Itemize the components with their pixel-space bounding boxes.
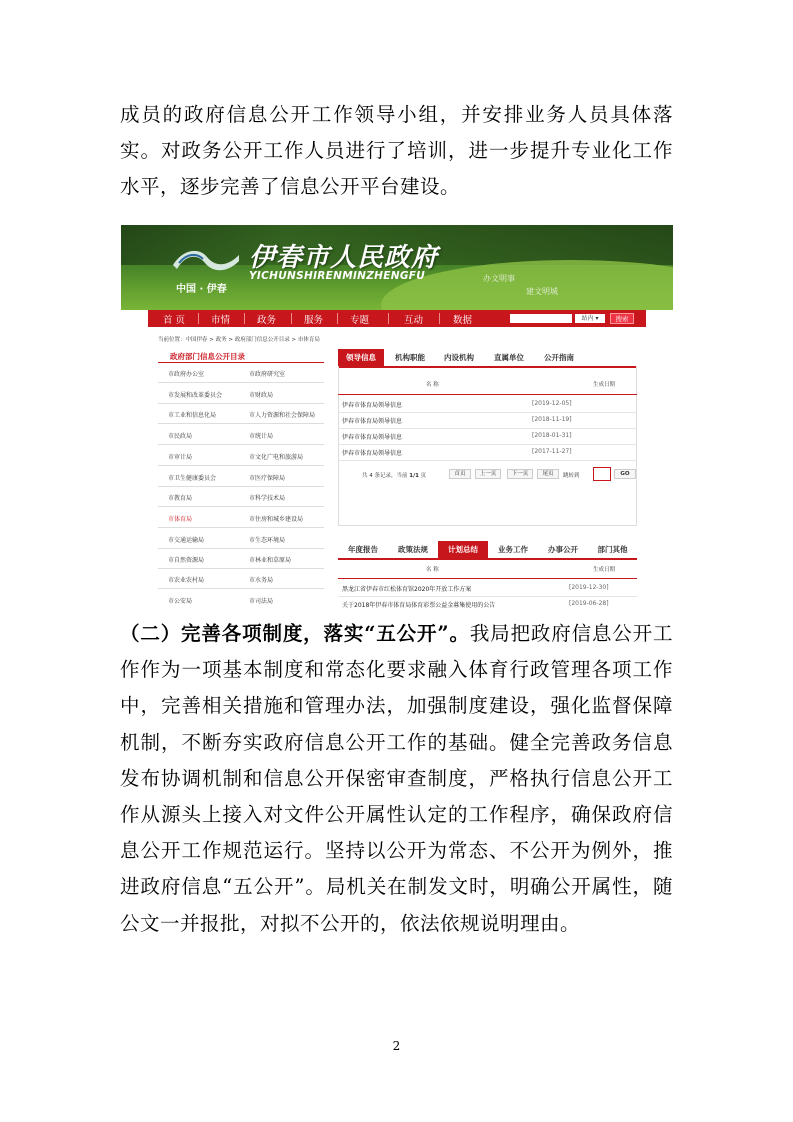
tab-affiliated-units[interactable]: 直属单位 [494, 353, 524, 362]
tab-leader-info[interactable]: 领导信息 [338, 349, 384, 366]
dept-link[interactable]: 市政府办公室 [168, 371, 205, 378]
section-body: 我局把政府信息公开工作作为一项基本制度和常态化要求融入体育行政管理各项工作中，完善相关措施和管理办法，加强制度建设，强化监督保障机制，不断夯实政府信息公开工作的基础。健全完善政务信息发布协调机制和信息公开保密审查制度，严格执行信息公开工作从源头上接入对文件公开属性认定的工作程序，确保政府信息公开工作规范运行。坚持以公开为常态、不公开为例外，推进政府信息“五公开”。局机关在制发文时，明确公开属性，随公文一并报批，对拟不公开的，依法依规说明理由。 [120, 622, 673, 935]
column-name-header: 名 称 [426, 382, 439, 388]
page-number: 2 [392, 1039, 401, 1053]
dept-link[interactable]: 市林业和草原局 [249, 557, 292, 564]
row-date: [2019-12-05] [532, 400, 572, 407]
dept-link[interactable]: 市民政局 [168, 433, 193, 440]
tab-plans-summaries[interactable]: 计划总结 [438, 541, 488, 558]
site-banner [121, 225, 673, 310]
pager-first-button[interactable]: 首页 [449, 469, 471, 479]
dept-link[interactable]: 市医疗保障局 [249, 475, 286, 482]
top-paragraph [120, 97, 673, 205]
dept-link[interactable]: 市科学技术局 [249, 495, 286, 502]
dept-link[interactable]: 市文化广电和旅游局 [249, 454, 304, 461]
tab-policies[interactable]: 政策法规 [398, 545, 428, 554]
pager-last-button[interactable]: 尾页 [537, 469, 559, 479]
row-date: [2019-06-28] [569, 600, 609, 607]
pager-summary: 共 4 条记录，当前 1/1 页 [362, 473, 427, 479]
pager-go-button[interactable]: GO [614, 469, 636, 479]
breadcrumb: 当前位置：中国伊春 > 政务 > 政府部门信息公开目录 > 市体育局 [158, 337, 320, 343]
pager-jump-input[interactable] [593, 467, 611, 481]
nav-data[interactable]: 数据 [453, 315, 473, 326]
table-row[interactable]: 伊春市体育局领导信息 [342, 418, 403, 425]
dept-link[interactable]: 市财政局 [249, 392, 274, 399]
row-date: [2018-01-31] [532, 432, 572, 439]
pager-prev-button[interactable]: 上一页 [475, 469, 501, 479]
dept-link[interactable]: 市发展和改革委员会 [168, 392, 223, 399]
site-title-en: YICHUNSHIRENMINZHENGFU [249, 270, 426, 282]
row-date: [2018-11-19] [532, 416, 572, 423]
dept-link[interactable]: 市生态环境局 [249, 537, 286, 544]
tab-dept-other[interactable]: 部门其他 [597, 545, 628, 554]
bottom-paragraph [120, 616, 673, 942]
column-date-header-2: 生成日期 [593, 567, 616, 573]
tab-internal-units[interactable]: 内设机构 [444, 353, 474, 362]
dept-link[interactable]: 市水务局 [249, 577, 274, 584]
search-button[interactable]: 搜索 [610, 313, 634, 324]
category-tabs [338, 541, 637, 560]
banner-link-civility-1[interactable]: 办文明事 [483, 274, 515, 283]
tab-affairs-public[interactable]: 办事公开 [548, 545, 578, 554]
search-input[interactable] [510, 314, 572, 323]
pager-next-button[interactable]: 下一页 [507, 469, 533, 479]
tab-public-guide[interactable]: 公开指南 [544, 353, 574, 362]
dept-link[interactable]: 市自然资源局 [168, 557, 205, 564]
table-row[interactable]: 黑龙江省伊春市红松体育馆2020年开放工作方案 [342, 586, 472, 593]
table-row[interactable]: 伊春市体育局领导信息 [342, 434, 403, 441]
pager-jump-label: 跳转到 [563, 473, 580, 479]
dept-link[interactable]: 市教育局 [168, 495, 193, 502]
nav-services[interactable]: 服务 [304, 315, 324, 326]
dept-link[interactable]: 市工业和信息化局 [168, 412, 217, 419]
column-date-header: 生成日期 [593, 382, 616, 388]
dept-link[interactable]: 市卫生健康委员会 [168, 475, 217, 482]
dept-link[interactable]: 市审计局 [168, 454, 193, 461]
tab-annual-report[interactable]: 年度报告 [348, 545, 378, 554]
river-logo-icon [171, 243, 241, 275]
dept-link[interactable]: 市农业农村局 [168, 577, 205, 584]
dept-link[interactable]: 市交通运输局 [168, 537, 205, 544]
row-date: [2019-12-30] [569, 584, 609, 591]
dept-link[interactable]: 市公安局 [168, 598, 193, 605]
banner-link-civility-2[interactable]: 建文明城 [526, 287, 558, 296]
top-paragraph-text: 成员的政府信息公开工作领导小组，并安排业务人员具体落实。对政务公开工作人员进行了培训，进一步提升专业化工作水平，逐步完善了信息公开平台建设。 [120, 103, 673, 198]
dept-link[interactable]: 市人力资源和社会保障局 [249, 412, 316, 419]
nav-city-info[interactable]: 市情 [211, 315, 231, 326]
nav-home[interactable]: 首 页 [163, 315, 186, 326]
dept-link[interactable]: 市住房和城乡建设局 [249, 516, 304, 523]
search-scope-select[interactable]: 站内 ▾ [575, 314, 605, 323]
dept-link[interactable]: 市司法局 [249, 598, 274, 605]
site-title[interactable]: 伊春市人民政府 [249, 243, 439, 273]
dept-link-active[interactable]: 市体育局 [168, 516, 193, 523]
nav-topics[interactable]: 专题 [350, 315, 370, 326]
row-date: [2017-11-27] [532, 448, 572, 455]
main-nav [148, 310, 646, 327]
tab-business-work[interactable]: 业务工作 [498, 545, 528, 554]
country-label: 中国 · 伊春 [176, 284, 227, 295]
table-row[interactable]: 伊春市体育局领导信息 [342, 402, 403, 409]
tab-functions[interactable]: 机构职能 [395, 353, 425, 362]
table-row[interactable]: 关于2018年伊春市体育局体育彩票公益金募集使用的公告 [342, 602, 496, 608]
embedded-screenshot [121, 225, 673, 608]
section-heading: （二）完善各项制度，落实“五公开”。 [120, 622, 470, 645]
dept-link[interactable]: 市统计局 [249, 433, 274, 440]
dept-link[interactable]: 市政府研究室 [249, 371, 286, 378]
column-name-header-2: 名 称 [426, 567, 439, 573]
nav-government[interactable]: 政务 [257, 315, 277, 326]
table-row[interactable]: 伊春市体育局领导信息 [342, 450, 403, 457]
nav-interaction[interactable]: 互动 [404, 315, 424, 326]
left-panel-title: 政府部门信息公开目录 [170, 352, 245, 361]
